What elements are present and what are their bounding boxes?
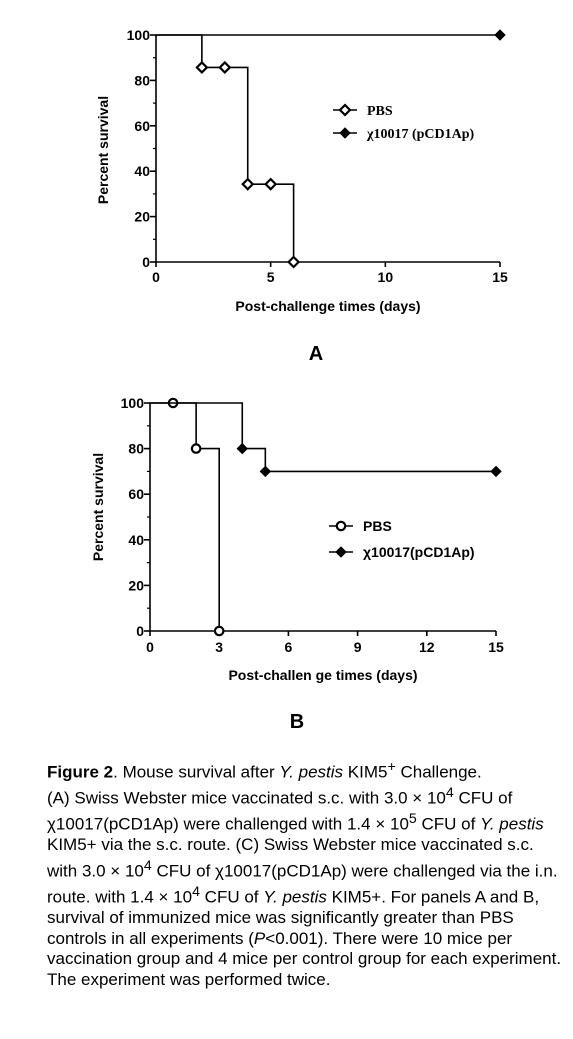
data-point [340, 128, 350, 138]
caption-text: Y. pestis [480, 814, 544, 834]
caption-figure-label: Figure 2 [47, 762, 114, 782]
y-tick-label: 40 [134, 163, 150, 180]
caption-text: P [253, 928, 266, 948]
x-tick-label: 15 [492, 269, 508, 285]
y-tick-label: 60 [134, 117, 150, 134]
x-tick-label: 12 [419, 639, 435, 655]
data-point [192, 444, 200, 452]
data-point [266, 179, 276, 189]
caption-sup: 4 [192, 884, 200, 901]
y-tick-label: 20 [128, 577, 144, 594]
legend-label: PBS [367, 104, 393, 119]
data-point [215, 627, 223, 635]
data-point [337, 522, 345, 530]
x-tick-label: 3 [215, 639, 224, 655]
legend-label: PBS [363, 518, 392, 534]
caption-sup: 4 [143, 857, 152, 874]
y-tick-label: 80 [134, 72, 150, 89]
data-point [197, 62, 207, 72]
caption-text: KIM5 [343, 762, 388, 782]
caption-text: Y. pestis [279, 762, 344, 782]
y-axis-label: Percent survival [95, 95, 111, 205]
y-tick-label: 60 [128, 486, 144, 503]
caption-sup: 4 [445, 785, 454, 802]
x-tick-label: 9 [353, 639, 362, 655]
y-tick-label: 20 [134, 208, 150, 225]
caption-text: Challenge. [395, 762, 482, 782]
caption-text: <0.001). There were 10 mice per vaccination group and 4 mice per control group for each experiment. The experiment was performed twice. [47, 928, 562, 989]
caption-text: CFU of [199, 887, 264, 907]
data-point [237, 444, 247, 454]
x-tick-label: 5 [266, 269, 275, 285]
data-point [495, 30, 505, 40]
data-point [260, 466, 270, 476]
data-point [340, 105, 350, 115]
panel-letter: A [308, 343, 324, 365]
data-point [491, 466, 501, 476]
legend-label: χ10017 (pCD1Ap) [367, 127, 475, 142]
x-axis-label: Post-challenge times (days) [235, 298, 421, 314]
caption-text: CFU of χ10017(pCD1Ap) were challenged via the i.n. route. with 1.4 × 10 [47, 861, 558, 907]
caption-text: KIM5+ via the s.c. route. (C) Swiss Webster mice vaccinated s.c. with 3.0 × 10 [47, 835, 534, 881]
data-point [289, 257, 299, 267]
panel-letter: B [289, 711, 305, 733]
y-tick-label: 40 [128, 531, 144, 548]
caption-sup: + [387, 759, 396, 775]
caption-text: KIM5+. For panels A and B, survival of immunized mice was significantly greater than PBS controls in all experiments ( [47, 887, 540, 948]
series-line [150, 403, 219, 631]
y-tick-label: 80 [128, 440, 144, 457]
data-point [336, 547, 346, 557]
caption-text: Y. pestis [263, 887, 327, 907]
y-tick-label: 100 [126, 27, 150, 43]
x-tick-label: 0 [152, 269, 160, 285]
caption-text: CFU of χ10017(pCD1Ap) were challenged with 1.4 × 10 [47, 788, 513, 834]
y-tick-label: 0 [142, 254, 150, 270]
data-point [220, 62, 230, 72]
y-tick-label: 100 [120, 395, 144, 411]
y-tick-label: 0 [136, 623, 144, 639]
legend-label: χ10017(pCD1Ap) [363, 544, 475, 560]
x-tick-label: 0 [146, 639, 154, 655]
x-tick-label: 15 [488, 639, 504, 655]
caption-text: . Mouse survival after [113, 762, 280, 782]
figure-caption [47, 757, 562, 990]
y-axis-label: Percent survival [90, 452, 106, 562]
x-tick-label: 6 [284, 639, 293, 655]
caption-text: CFU of [421, 814, 481, 834]
series-line [150, 403, 496, 471]
x-tick-label: 10 [377, 269, 394, 285]
x-axis-label: Post-challen ge times (days) [228, 667, 418, 683]
caption-sup: 5 [408, 811, 417, 828]
caption-text: (A) Swiss Webster mice vaccinated s.c. with 3.0 × 10 [47, 788, 446, 808]
data-point [243, 179, 253, 189]
